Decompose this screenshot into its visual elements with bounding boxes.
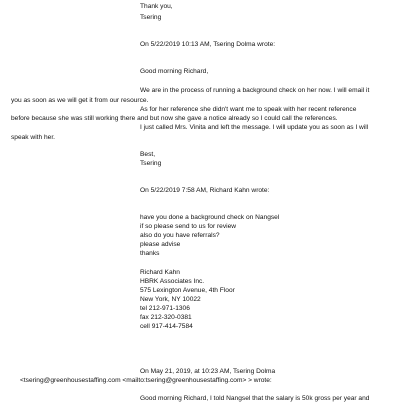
paragraph-line: before because she was still working there and but now she gave a notice already so I could call the references. xyxy=(11,115,338,122)
signature-line: Richard Kahn xyxy=(140,269,180,276)
signature-line: 575 Lexington Avenue, 4th Floor xyxy=(140,287,235,294)
reply-header: On May 21, 2019, at 10:23 AM, Tsering Dolma xyxy=(140,368,276,375)
paragraph-line: you as soon as we will get it from our resource. xyxy=(11,97,149,104)
message-line: have you done a background check on Nangsel xyxy=(140,214,280,221)
signature-line: New York, NY 10022 xyxy=(140,296,201,303)
signature-line: tel 212-971-1306 xyxy=(140,305,190,312)
paragraph-line: speak with her. xyxy=(11,134,55,141)
paragraph-line: We are in the process of running a background check on her now. I will email it xyxy=(140,87,370,94)
message-line: if so please send to us for review xyxy=(140,223,237,230)
message-line: also do you have referrals? xyxy=(140,232,220,239)
paragraph-line: As for her reference she didn't want me to speak with her recent reference xyxy=(140,106,357,113)
reply-header: On 5/22/2019 7:58 AM, Richard Kahn wrote: xyxy=(140,187,270,194)
greeting: Good morning Richard, I told Nangsel that the salary is 50k gross per year and xyxy=(140,395,370,402)
closing-line: Thank you, xyxy=(140,3,173,10)
signature-line: fax 212-320-0381 xyxy=(140,314,192,321)
signature-line: HBRK Associates Inc. xyxy=(140,278,205,285)
greeting: Good morning Richard, xyxy=(140,68,209,75)
closing-line: Best, xyxy=(140,151,156,158)
message-line: thanks xyxy=(140,250,160,257)
reply-header-email: <tsering@greenhousestaffing.com <mailto:tsering@greenhousestaffing.com> > wrote: xyxy=(20,377,272,384)
message-line: please advise xyxy=(140,241,181,248)
reply-header: On 5/22/2019 10:13 AM, Tsering Dolma wrote: xyxy=(140,41,276,48)
paragraph-line: I just called Mrs. Vinita and left the message. I will update you as soon as I will xyxy=(140,124,369,131)
signature-line: cell 917-414-7584 xyxy=(140,323,193,330)
closing-name: Tsering xyxy=(140,160,162,167)
closing-name: Tsering xyxy=(140,14,162,21)
